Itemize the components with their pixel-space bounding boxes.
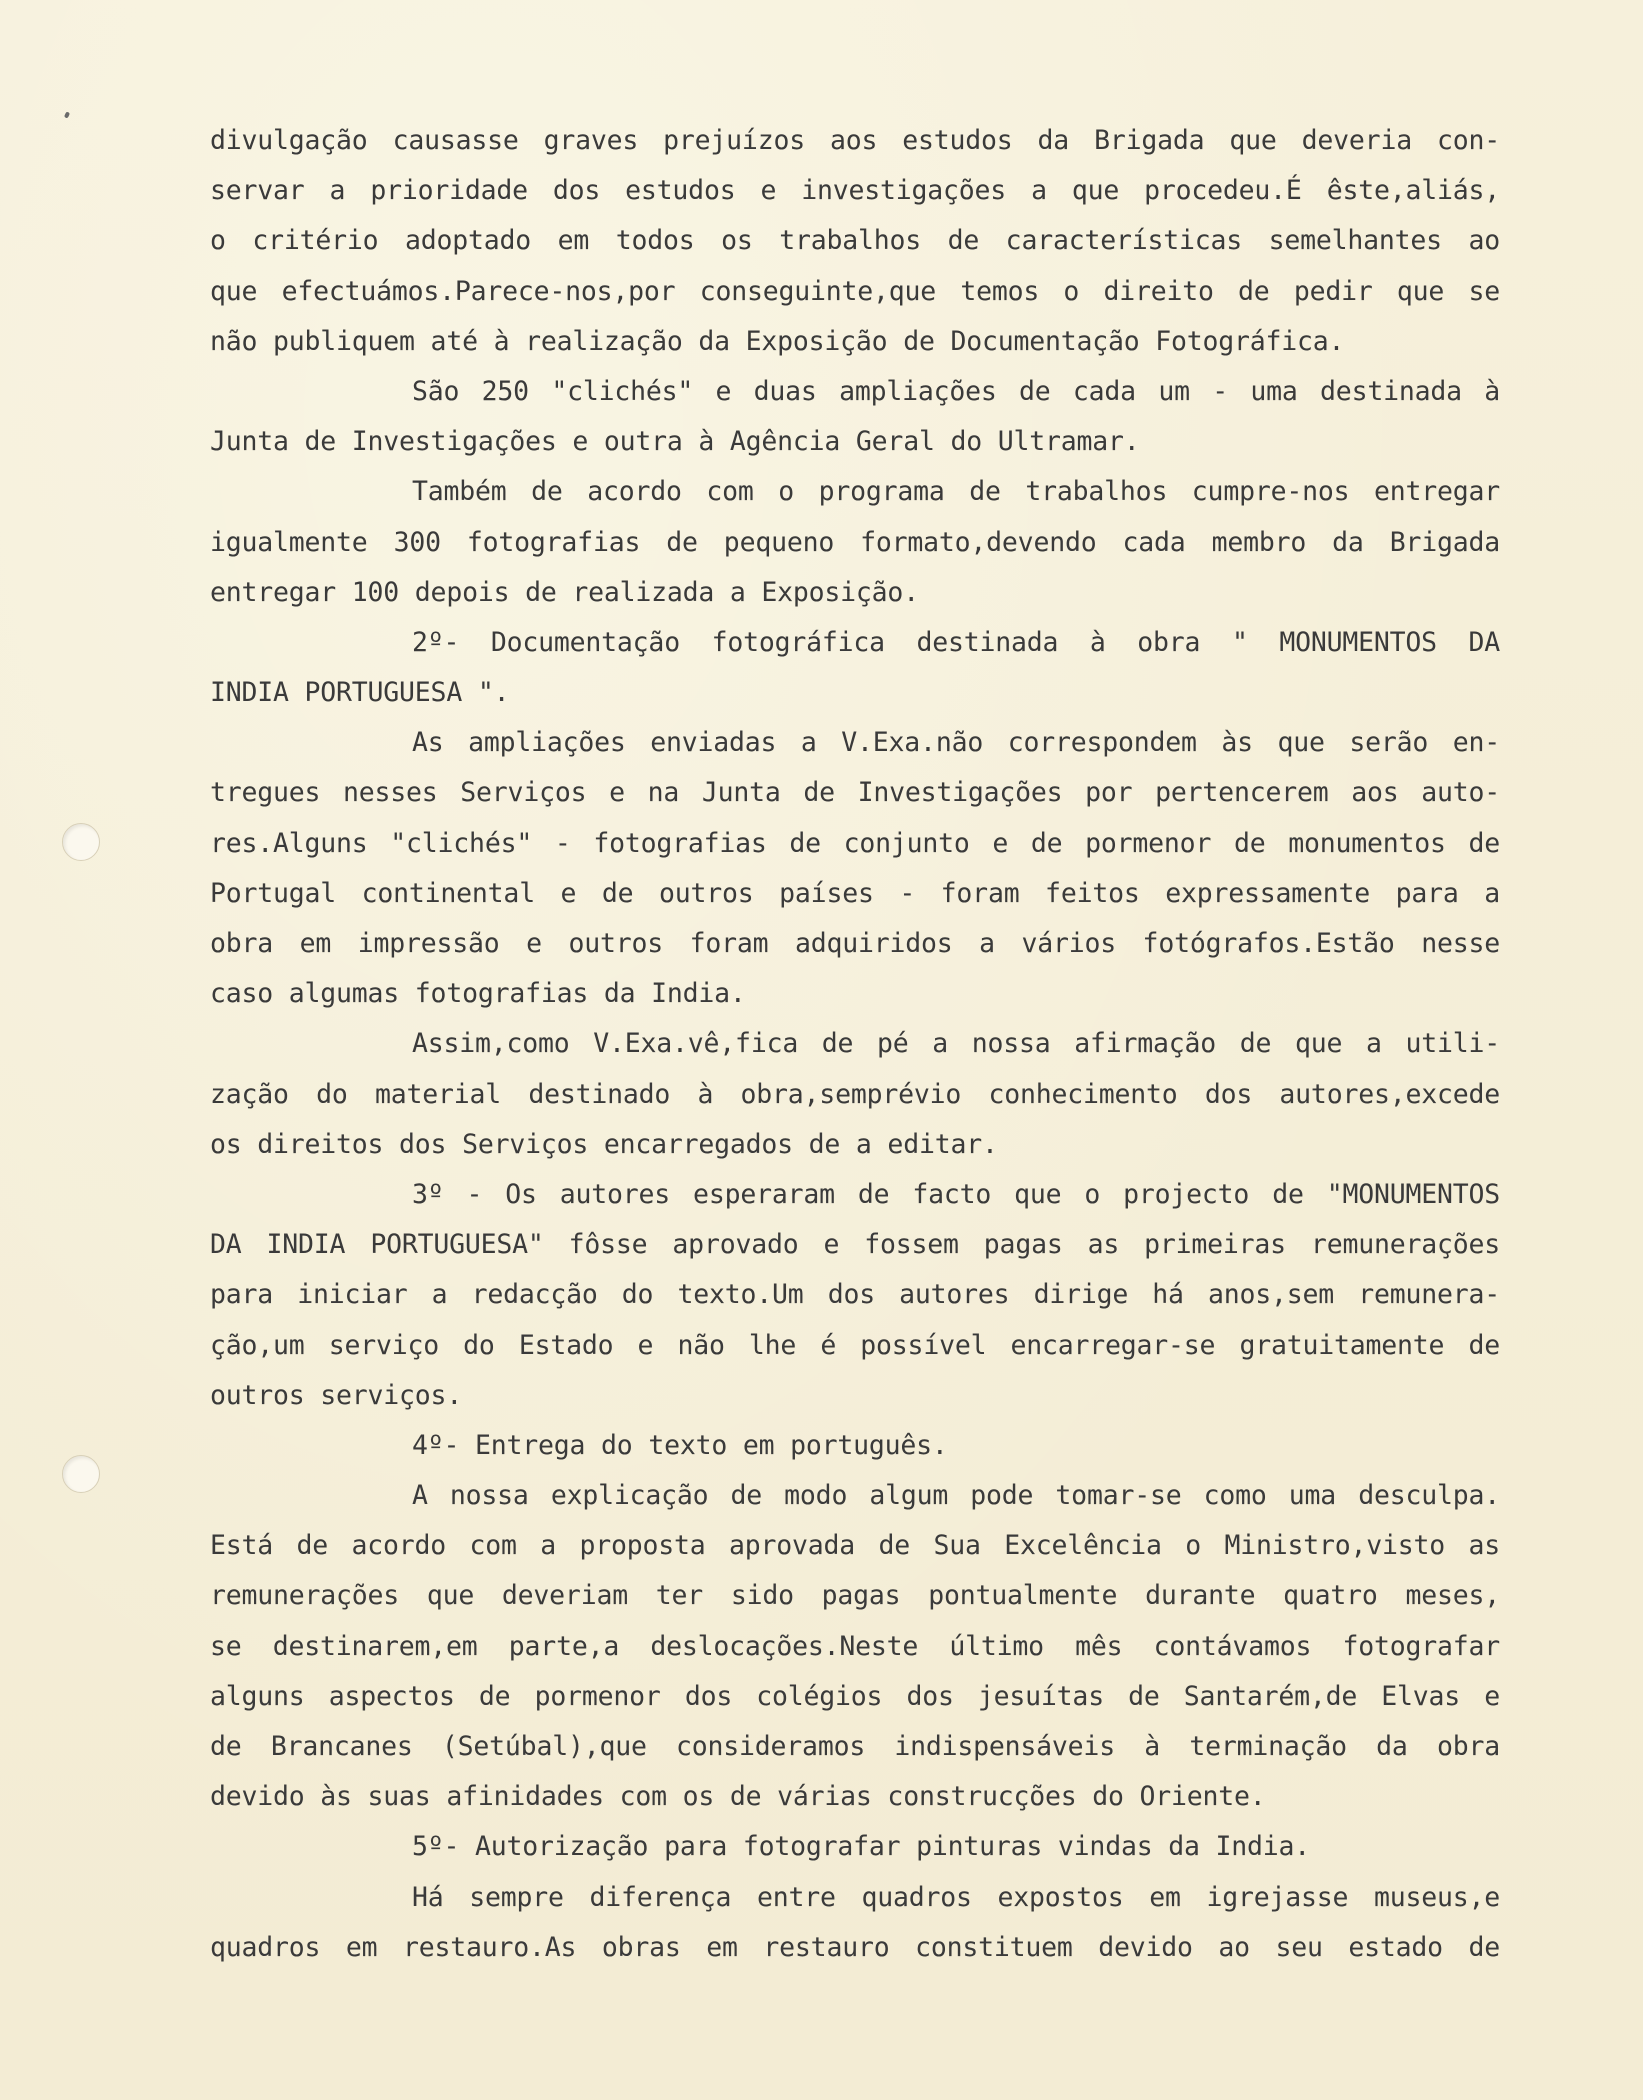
text-line: DA INDIA PORTUGUESA" fôsse aprovado e fossem pagas as primeiras remunerações: [210, 1229, 1500, 1261]
text-line: quadros em restauro.As obras em restauro constituem devido ao seu estado de: [210, 1931, 1500, 1963]
text-line: se destinarem,em parte,a deslocações.Neste último mês contávamos fotografar: [210, 1630, 1500, 1662]
text-line: para iniciar a redacção do texto.Um dos autores dirige há anos,sem remunera-: [210, 1279, 1500, 1311]
text-line: zação do material destinado à obra,semprévio conhecimento dos autores,excede: [210, 1078, 1500, 1110]
text-line: alguns aspectos de pormenor dos colégios dos jesuítas de Santarém,de Elvas e: [210, 1680, 1500, 1712]
text-line: Há sempre diferença entre quadros expostos em igrejasse museus,e: [412, 1881, 1500, 1913]
text-line: de Brancanes (Setúbal),que consideramos indispensáveis à terminação da obra: [210, 1731, 1500, 1762]
text-line: entregar 100 depois de realizada a Exposição.: [210, 576, 919, 608]
text-line: São 250 "clichés" e duas ampliações de cada um - uma destinada à: [412, 375, 1500, 407]
text-line: 5º- Autorização para fotografar pinturas vindas da India.: [412, 1831, 1310, 1863]
text-line: devido às suas afinidades com os de várias construcções do Oriente.: [210, 1781, 1266, 1813]
punch-hole: [62, 1455, 100, 1493]
text-line: caso algumas fotografias da India.: [210, 978, 746, 1010]
text-line: obra em impressão e outros foram adquiridos a vários fotógrafos.Estão nesse: [210, 928, 1500, 959]
text-line: divulgação causasse graves prejuízos aos estudos da Brigada que deveria con-: [210, 125, 1500, 156]
text-line: As ampliações enviadas a V.Exa.não correspondem às que serão en-: [412, 727, 1500, 759]
text-line: Portugal continental e de outros países - foram feitos expressamente para a: [210, 877, 1500, 909]
text-line: Junta de Investigações e outra à Agência Geral do Ultramar.: [210, 426, 1140, 458]
text-line: igualmente 300 fotografias de pequeno formato,devendo cada membro da Brigada: [210, 526, 1500, 558]
text-line: que efectuámos.Parece-nos,por conseguinte,que temos o direito de pedir que se: [210, 275, 1500, 307]
text-line: ção,um serviço do Estado e não lhe é possível encarregar-se gratuitamente de: [210, 1329, 1500, 1361]
text-line: os direitos dos Serviços encarregados de a editar.: [210, 1128, 998, 1160]
text-line: res.Alguns "clichés" - fotografias de conjunto e de pormenor de monumentos de: [210, 827, 1500, 859]
text-line: o critério adoptado em todos os trabalhos de características semelhantes ao: [210, 225, 1500, 257]
ink-speck: [64, 111, 70, 118]
text-line: Também de acordo com o programa de trabalhos cumpre-nos entregar: [412, 476, 1500, 508]
text-line: remunerações que deveriam ter sido pagas pontualmente durante quatro meses,: [210, 1580, 1500, 1612]
text-line: servar a prioridade dos estudos e investigações a que procedeu.É êste,aliás,: [210, 175, 1500, 207]
text-line: Assim,como V.Exa.vê,fica de pé a nossa afirmação de que a utili-: [412, 1028, 1500, 1060]
text-line: tregues nesses Serviços e na Junta de Investigações por pertencerem aos auto-: [210, 777, 1500, 809]
text-line: A nossa explicação de modo algum pode tomar-se como uma desculpa.: [412, 1480, 1500, 1512]
text-line: 4º- Entrega do texto em português.: [412, 1429, 948, 1461]
text-line: INDIA PORTUGUESA ".: [210, 677, 510, 709]
text-line: Está de acordo com a proposta aprovada de Sua Excelência o Ministro,visto as: [210, 1530, 1500, 1562]
text-line: 3º - Os autores esperaram de facto que o projecto de "MONUMENTOS: [412, 1178, 1500, 1210]
punch-hole: [62, 823, 100, 861]
text-line: outros serviços.: [210, 1379, 463, 1411]
text-line: não publiquem até à realização da Exposição de Documentação Fotográfica.: [210, 325, 1345, 357]
text-line: 2º- Documentação fotográfica destinada à obra " MONUMENTOS DA: [412, 626, 1500, 658]
typewritten-text-body: [210, 116, 1500, 1973]
